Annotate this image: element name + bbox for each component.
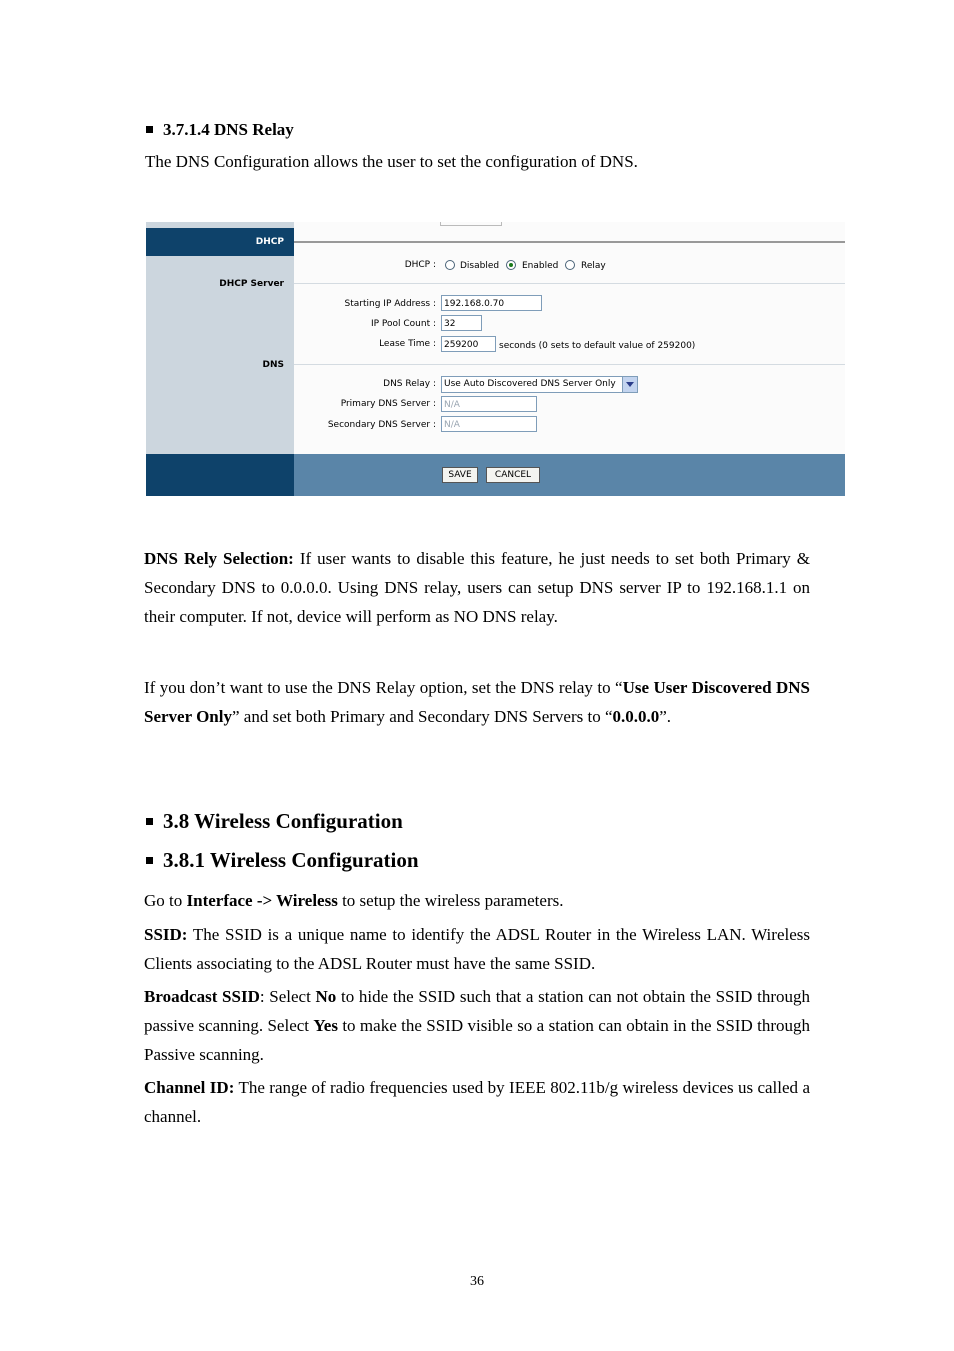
panel-top-fragment (440, 222, 502, 226)
bullet-icon (146, 126, 153, 133)
primary-dns-label: Primary DNS Server : (340, 399, 436, 409)
bullet-icon (146, 818, 153, 825)
term-bold: Use User Discovered DNS Server Only (144, 678, 810, 726)
starting-ip-label: Starting IP Address : (344, 299, 436, 309)
paragraph-text: ”. (659, 707, 672, 726)
dhcp-disabled-label: Disabled (460, 261, 500, 271)
lease-time-label: Lease Time : (379, 339, 436, 349)
paragraph-text: ” and set both Primary and Secondary DNS Servers to “ (231, 707, 613, 726)
paragraph-text: to make the SSID visible so a station can obtain in the SSID through Passive scanning. (144, 1016, 810, 1064)
dhcp-relay-radio[interactable] (565, 260, 575, 270)
term-bold: Yes (313, 1016, 338, 1035)
section-separator (294, 364, 845, 365)
panel-footer (294, 454, 845, 496)
sidebar-footer (146, 454, 294, 496)
dhcp-enabled-label: Enabled (522, 261, 559, 271)
cancel-button[interactable]: CANCEL (486, 467, 540, 483)
sidebar-header (146, 228, 294, 256)
router-config-panel (146, 222, 845, 496)
heading-text: 3.8.1 Wireless Configuration (163, 848, 419, 872)
term-bold: Broadcast SSID (144, 987, 260, 1006)
sidebar-label-dns: DNS (262, 360, 284, 370)
panel-divider-top (294, 241, 845, 243)
paragraph-text: If you don’t want to use the DNS Relay option, set the DNS relay to “ (144, 678, 623, 697)
starting-ip-input[interactable]: 192.168.0.70 (441, 295, 542, 311)
term-bold: 0.0.0.0 (612, 707, 660, 726)
dhcp-enabled-radio[interactable] (506, 260, 516, 270)
section-separator (294, 283, 845, 284)
ip-pool-count-input[interactable]: 32 (441, 315, 482, 331)
primary-dns-input[interactable]: N/A (441, 396, 537, 412)
lease-time-input[interactable]: 259200 (441, 336, 496, 352)
paragraph-text: to setup the wireless parameters. (337, 891, 564, 910)
paragraph-text: : Select (259, 987, 316, 1006)
ssid-paragraph (144, 920, 810, 978)
heading-text: 3.7.1.4 DNS Relay (163, 120, 294, 139)
sidebar (146, 222, 294, 496)
secondary-dns-input[interactable]: N/A (441, 416, 537, 432)
section-heading-dns-relay (146, 120, 294, 140)
term-bold: Channel ID: (144, 1078, 235, 1097)
term-bold: No (315, 987, 337, 1006)
page-number: 36 (470, 1274, 484, 1289)
section-heading-wireless-sub (146, 848, 419, 873)
sidebar-label-dhcp: DHCP (255, 237, 284, 247)
section-heading-wireless (146, 809, 403, 834)
broadcast-ssid-paragraph (144, 982, 810, 1069)
save-button[interactable]: SAVE (442, 467, 478, 483)
chevron-down-icon[interactable] (622, 377, 637, 392)
secondary-dns-label: Secondary DNS Server : (327, 420, 436, 430)
channel-id-paragraph (144, 1073, 810, 1131)
dhcp-relay-label: Relay (581, 261, 606, 271)
dhcp-label: DHCP : (404, 260, 436, 270)
lease-time-hint: seconds (0 sets to default value of 259200) (499, 341, 696, 351)
term-bold: DNS Rely Selection: (144, 549, 294, 568)
dns-relay-select-value: Use Auto Discovered DNS Server Only (444, 379, 616, 389)
paragraph-text: The SSID is a unique name to identify the ADSL Router in the Wireless LAN. Wireless Clients associating to the ADSL Router must have the same SSID. (144, 925, 810, 973)
sidebar-label-dhcp-server: DHCP Server (219, 279, 284, 289)
dns-intro-text: The DNS Configuration allows the user to set the configuration of DNS. (145, 152, 638, 171)
paragraph-text: Go to (144, 891, 187, 910)
ip-pool-count-label: IP Pool Count : (370, 319, 436, 329)
heading-text: 3.8 Wireless Configuration (163, 809, 403, 833)
term-bold: SSID: (144, 925, 188, 944)
bullet-icon (146, 857, 153, 864)
dns-relay-option-paragraph (144, 673, 810, 731)
dns-relay-select[interactable] (441, 376, 638, 393)
term-bold: Interface -> Wireless (186, 891, 338, 910)
paragraph-text: If user wants to disable this feature, he just needs to set both Primary & Secondary DNS to 0.0.0.0. Using DNS relay, users can setup DNS server IP to 192.168.1.1 on their computer. If not, device will perform as NO DNS relay. (144, 549, 811, 626)
dns-relay-label: DNS Relay : (383, 379, 436, 389)
goto-paragraph (144, 886, 810, 915)
dns-relay-selection-paragraph (144, 544, 810, 631)
paragraph-text: to hide the SSID such that a station can not obtain the SSID through passive scanning. Select (144, 987, 810, 1035)
paragraph-text: The range of radio frequencies used by IEEE 802.11b/g wireless devices us called a channel. (144, 1078, 810, 1126)
dhcp-disabled-radio[interactable] (445, 260, 455, 270)
